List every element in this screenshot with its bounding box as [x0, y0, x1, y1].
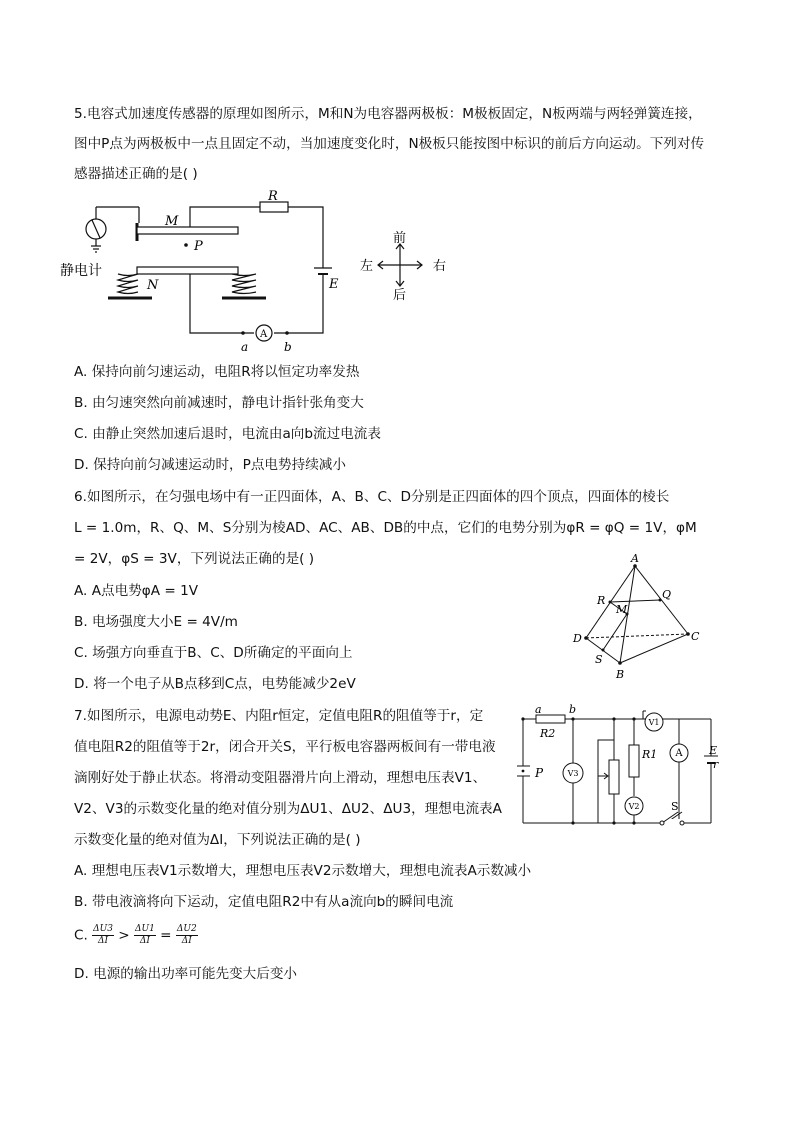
- q5-fig-label-a: a: [241, 340, 249, 354]
- q7-fig-label-r: r: [713, 758, 719, 771]
- q7-fig-label-R2: R2: [540, 727, 556, 740]
- q5-capacitor-figure: [60, 186, 460, 356]
- q5-option-d: D. 保持向前匀减速运动时，P点电势持续减小: [74, 457, 346, 473]
- q7-frac3-den: ΔI: [181, 936, 192, 946]
- q5-option-b: B. 由匀速突然向前减速时，静电计指针张角变大: [74, 395, 364, 411]
- q6-fig-label-M: M: [616, 603, 628, 616]
- q7-option-c-fraction-3: [176, 924, 198, 947]
- q6-stem-line-1: 6.如图所示，在匀强电场中有一正四面体，A、B、C、D分别是正四面体的四个顶点，四面体的棱长: [74, 489, 670, 505]
- q7-fig-label-b: b: [569, 703, 577, 716]
- q7-stem-line-1: 7.如图所示，电源电动势E、内阻r恒定，定值电阻R的阻值等于r，定: [74, 708, 484, 724]
- q5-fig-electroscope-label: 静电计: [60, 263, 102, 279]
- q7-fig-label-E: E: [709, 744, 718, 757]
- q7-fig-label-a: a: [535, 703, 542, 716]
- q7-fig-label-P: P: [535, 766, 544, 780]
- q7-option-b: B. 带电液滴将向下运动，定值电阻R2中有从a流向b的瞬间电流: [74, 894, 454, 910]
- q7-option-c-prefix: C.: [74, 927, 88, 944]
- q7-frac1-den: ΔI: [98, 936, 109, 946]
- q5-fig-label-N: N: [147, 278, 159, 293]
- q6-fig-label-B: B: [616, 668, 625, 681]
- q6-option-c: C. 场强方向垂直于B、C、D所确定的平面向上: [74, 645, 353, 661]
- q6-option-d: D. 将一个电子从B点移到C点，电势能减少2eV: [74, 676, 356, 692]
- q5-fig-label-b: b: [284, 340, 292, 354]
- q5-fig-label-R: R: [268, 189, 278, 204]
- q6-stem-line-2: L = 1.0m，R、Q、M、S分别为棱AD、AC、AB、DB的中点，它们的电势分别为φR = φQ = 1V，φM: [74, 520, 697, 536]
- q7-frac1-num: ΔU3: [93, 924, 113, 934]
- q7-fig-meter-A: A: [675, 748, 683, 759]
- q5-stem-line-3: 感器描述正确的是( ): [74, 166, 198, 182]
- q7-fig-meter-V2: V2: [628, 802, 640, 811]
- q7-stem-line-4: V2、V3的示数变化量的绝对值分别为ΔU1、ΔU2、ΔU3，理想电流表A: [74, 801, 502, 817]
- q7-fig-label-R1: R1: [642, 748, 658, 761]
- q7-fig-meter-V3: V3: [567, 769, 579, 778]
- q7-option-c-eq: =: [160, 927, 172, 944]
- q7-option-c-fraction-2: [134, 924, 156, 947]
- q5-fig-ammeter-A: A: [260, 329, 268, 340]
- q7-stem-line-2: 值电阻R2的阻值等于2r，闭合开关S，平行板电容器两板间有一带电液: [74, 739, 496, 755]
- q7-option-c: [74, 924, 198, 947]
- q7-option-d: D. 电源的输出功率可能先变大后变小: [74, 966, 298, 982]
- q6-fig-label-R: R: [597, 594, 606, 607]
- q7-frac3-num: ΔU2: [176, 924, 197, 934]
- q6-option-b: B. 电场强度大小E = 4V/m: [74, 614, 238, 630]
- q7-frac2-den: ΔI: [139, 936, 150, 946]
- q7-stem-line-5: 示数变化量的绝对值为ΔI，下列说法正确的是( ): [74, 832, 361, 848]
- q7-fig-meter-V1: V1: [648, 718, 660, 727]
- q6-fig-label-Q: Q: [662, 588, 672, 601]
- q5-stem-line-2: 图中P点为两极板中一点且固定不动，当加速度变化时，N极板只能按图中标识的前后方向运动。下列对传: [74, 136, 705, 152]
- q7-option-c-gt: >: [118, 927, 130, 944]
- q5-fig-back: 后: [393, 288, 407, 303]
- q6-fig-label-C: C: [691, 630, 700, 643]
- q5-fig-label-E: E: [329, 277, 339, 292]
- q5-stem-line-1: 5.电容式加速度传感器的原理如图所示，M和N为电容器两极板：M极板固定，N板两端与两轻弹簧连接，: [74, 106, 702, 122]
- q6-option-a: A. A点电势φA = 1V: [74, 583, 199, 599]
- q7-circuit-figure: [516, 703, 726, 831]
- q5-fig-left: 左: [360, 259, 374, 274]
- q7-frac2-num: ΔU1: [135, 924, 155, 934]
- q6-fig-label-D: D: [573, 632, 582, 645]
- q7-fig-label-S: S: [671, 800, 679, 813]
- q6-fig-label-A: A: [631, 552, 639, 565]
- q7-option-c-fraction-1: [92, 924, 114, 947]
- q5-option-a: A. 保持向前匀速运动，电阻R将以恒定功率发热: [74, 364, 360, 380]
- q6-tetrahedron-figure: [570, 552, 710, 682]
- q5-fig-front: 前: [393, 231, 407, 246]
- q7-stem-line-3: 滴刚好处于静止状态。将滑动变阻器滑片向上滑动，理想电压表V1、: [74, 770, 487, 786]
- q7-option-a: A. 理想电压表V1示数增大，理想电压表V2示数增大，理想电流表A示数减小: [74, 863, 532, 879]
- q6-fig-label-S: S: [595, 653, 603, 666]
- q5-fig-label-M: M: [165, 214, 179, 229]
- q5-fig-right: 右: [433, 259, 447, 274]
- q5-option-c: C. 由静止突然加速后退时，电流由a向b流过电流表: [74, 426, 381, 442]
- q6-stem-line-3: = 2V，φS = 3V，下列说法正确的是( ): [74, 551, 315, 567]
- q5-fig-label-P: P: [194, 239, 203, 254]
